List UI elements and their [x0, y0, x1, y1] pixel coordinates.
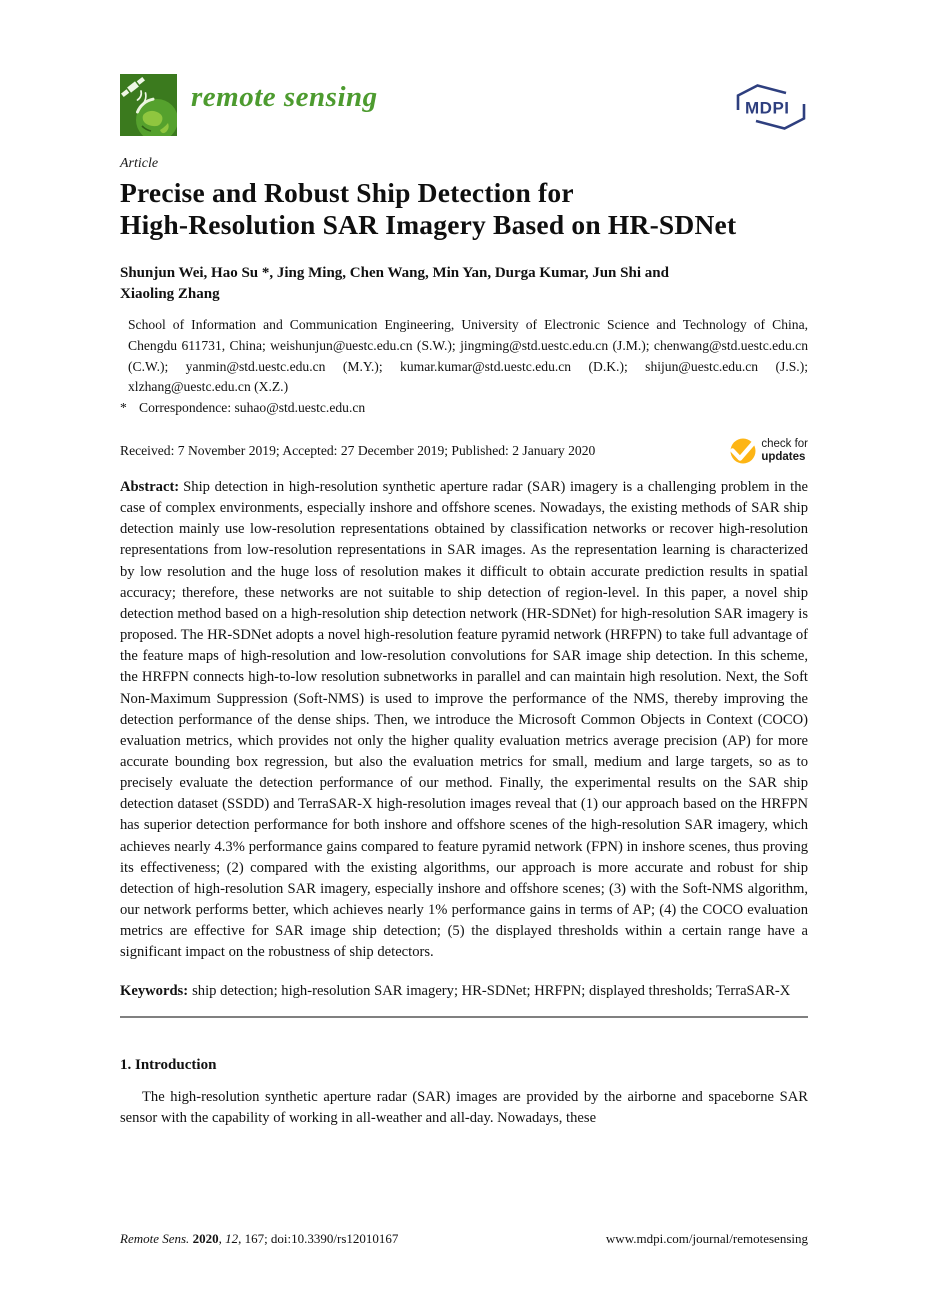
- abstract: [120, 477, 808, 964]
- affiliation-text: School of Information and Communication Engineering, University of Electronic Science and Technology of China, Chengdu 611731, China; weishunjun@uestc.edu.cn (S.W.); jingming@std.uestc.edu.cn (J.M.); chenwang@std.uestc.edu.cn (C.W.); yanmin@std.uestc.edu.cn (M.Y.); kumar.kumar@std.uestc.edu.cn (D.K.); shijun@uestc.edu.cn (J.S.); xlzhang@uestc.edu.cn (X.Z.): [128, 317, 808, 395]
- section-divider: [120, 1016, 808, 1019]
- footer-volume: 12: [225, 1231, 239, 1246]
- keywords-text: ship detection; high-resolution SAR imagery; HR-SDNet; HRFPN; displayed thresholds; TerraSAR-X: [192, 982, 791, 999]
- keywords-label: Keywords:: [120, 982, 189, 999]
- abstract-text: Ship detection in high-resolution synthetic aperture radar (SAR) imagery is a challenging problem in the case of complex environments, especially inshore and offshore scenes. Nowadays, the existing methods of SAR ship detection mainly use low-resolution representations obtained by classification networks or recover high-resolution representations from low-resolution representations in SAR images. As the representation learning is characterized by low resolution and the huge loss of resolution makes it difficult to obtain accurate prediction results in spatial accuracy; therefore, these networks are not suitable to ship detection of region-level. In this paper, a novel ship detection method based on a high-resolution ship detection network (HR-SDNet) for high-resolution SAR imagery is proposed. The HR-SDNet adopts a novel high-resolution feature pyramid network (HRFPN) to take full advantage of the feature maps of high-resolution and low-resolution convolutions for SAR image ship detection. In this scheme, the HRFPN connects high-to-low resolution subnetworks in parallel and can maintain high resolution. Next, the Soft Non-Maximum Suppression (Soft-NMS) is used to improve the performance of the NMS, thereby improving the detection performance of the dense ships. Then, we introduce the Microsoft Common Objects in Context (COCO) evaluation metrics, which provides not only the higher quality evaluation metrics average precision (AP) for more accurate bounding box regression, but also the evaluation metrics for small, medium and large targets, so as to precisely evaluate the detection performance of our method. Finally, the experimental results on the SAR ship detection dataset (SSDD) and TerraSAR-X high-resolution images reveal that (1) our approach based on the HRFPN has superior detection performance for both inshore and offshore scenes of the high-resolution SAR imagery, which achieves nearly 4.3% performance gains compared to feature pyramid network (FPN) in inshore scenes, thus proving its effectiveness; (2) compared with the existing algorithms, our approach is more accurate and robust for ship detection of high-resolution SAR imagery, especially inshore and offshore scenes; (3) with the Soft-NMS algorithm, our network performs better, which achieves nearly 1% performance gains in terms of AP; (4) the COCO evaluation metrics are effective for SAR image ship detection; (5) the displayed thresholds within a certain range have a significant impact on the robustness of ship detectors.: [120, 478, 808, 961]
- page-footer: [120, 1231, 808, 1247]
- correspondence-row: [120, 398, 808, 419]
- keywords: [120, 981, 808, 1002]
- journal-logo: [120, 74, 378, 136]
- footer-doi: , 167; doi:10.3390/rs12010167: [238, 1231, 399, 1246]
- mdpi-open-hexagon-icon: [734, 83, 808, 131]
- title-line-1: Precise and Robust Ship Detection for: [120, 177, 574, 208]
- dates-text: Received: 7 November 2019; Accepted: 27 December 2019; Published: 2 January 2020: [120, 442, 596, 458]
- abstract-label: Abstract:: [120, 478, 180, 495]
- correspondence-marker: *: [120, 400, 127, 416]
- page-title: [120, 177, 808, 240]
- check-for-updates-badge[interactable]: [728, 437, 808, 465]
- masthead: [120, 74, 808, 136]
- satellite-globe-icon: [120, 74, 177, 136]
- authors: [120, 263, 808, 305]
- footer-journal-abbrev: Remote Sens.: [120, 1231, 190, 1246]
- mdpi-logo: [734, 83, 808, 136]
- authors-line-1: Shunjun Wei, Hao Su *, Jing Ming, Chen Wang, Min Yan, Durga Kumar, Jun Shi and: [120, 265, 669, 281]
- affiliation-block: [120, 315, 808, 419]
- footer-year: 2020: [192, 1231, 219, 1246]
- section-heading-introduction: 1. Introduction: [120, 1057, 217, 1074]
- badge-text: [761, 438, 808, 463]
- footer-citation: [120, 1231, 398, 1247]
- dates-row: [120, 437, 808, 465]
- badge-line-2: updates: [761, 450, 806, 463]
- footer-separator: ,: [218, 1231, 226, 1246]
- intro-paragraph: The high-resolution synthetic aperture radar (SAR) images are provided by the airborne and spaceborne SAR sensor with the capability of working in all-weather and all-day. Nowadays, these: [120, 1089, 808, 1127]
- mdpi-logo-text: MDPI: [745, 98, 790, 118]
- footer-journal-url[interactable]: www.mdpi.com/journal/remotesensing: [605, 1231, 808, 1246]
- article-type-label: Article: [120, 156, 159, 171]
- check-circle-icon: [728, 437, 756, 465]
- authors-line-2: Xiaoling Zhang: [120, 286, 220, 302]
- correspondence-text: Correspondence: suhao@std.uestc.edu.cn: [139, 400, 366, 416]
- badge-line-1: check for: [761, 438, 808, 451]
- journal-name: remote sensing: [191, 80, 378, 113]
- title-line-2: High-Resolution SAR Imagery Based on HR-SDNet: [120, 208, 737, 240]
